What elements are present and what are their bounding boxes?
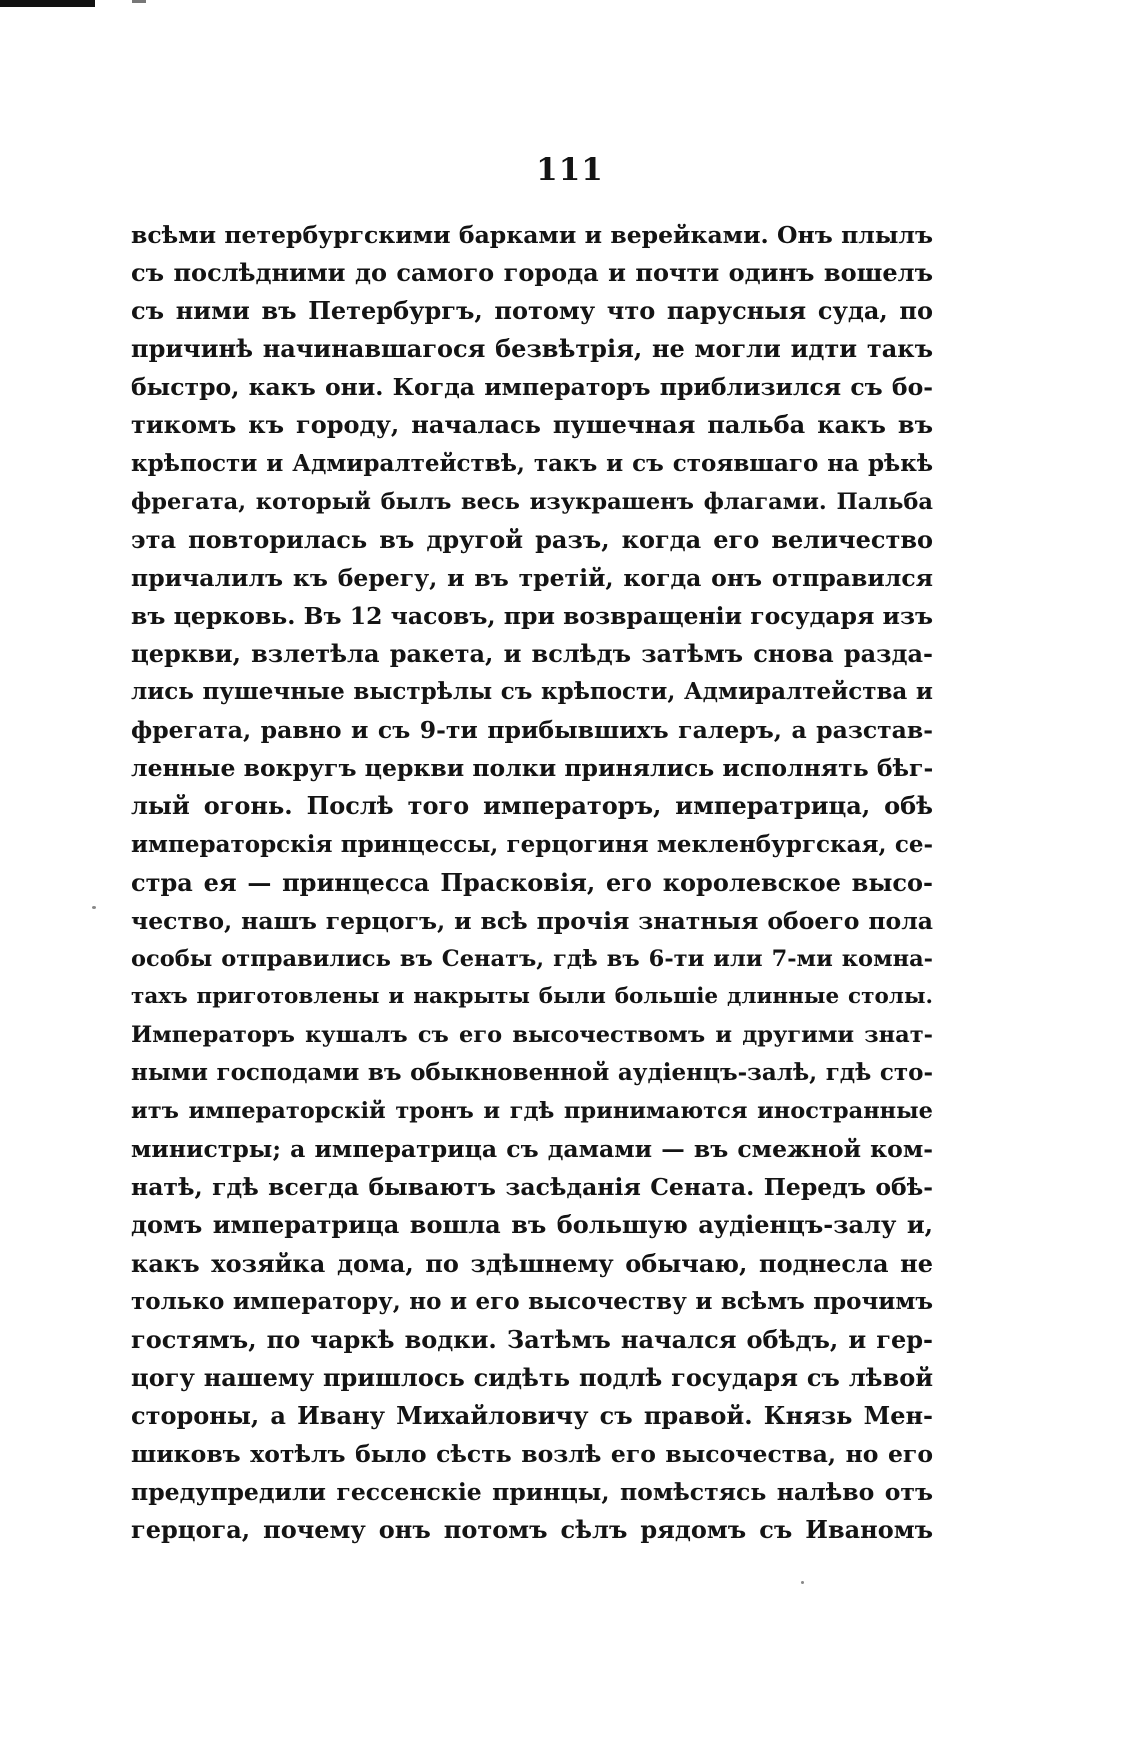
text-line: причинѣ начинавшагося безвѣтрія, не могли идти такъ (131, 334, 933, 364)
text-line: тикомъ къ городу, началась пушечная пальба какъ въ (131, 410, 933, 440)
text-line: предупредили гессенскіе принцы, помѣстясь налѣво отъ (131, 1478, 933, 1507)
text-line: какъ хозяйка дома, по здѣшнему обычаю, поднесла не (131, 1248, 933, 1278)
text-line: стороны, а Ивану Михайловичу съ правой. Князь Мен- (131, 1400, 933, 1430)
text-line: лый огонь. Послѣ того императоръ, императрица, обѣ (131, 791, 933, 821)
scan-speck (801, 1581, 804, 1584)
text-line: стра ея — принцесса Прасковія, его королевское высо- (131, 867, 933, 897)
text-line: съ ними въ Петербургъ, потому что парусныя суда, по (131, 296, 933, 326)
body-text (131, 216, 933, 1549)
text-line: натѣ, гдѣ всегда бываютъ засѣданія Сената. Передъ обѣ- (131, 1173, 933, 1202)
text-line: итъ императорскій тронъ и гдѣ принимаются иностранные (131, 1098, 933, 1125)
text-line: императорскія принцессы, герцогиня мекленбургская, се- (131, 830, 933, 858)
text-line: церкви, взлетѣла ракета, и вслѣдъ затѣмъ снова разда- (131, 639, 933, 669)
scan-edge-mark (0, 0, 95, 7)
text-line: герцога, почему онъ потомъ сѣлъ рядомъ съ Иваномъ (131, 1515, 933, 1545)
text-line: эта повторилась въ другой разъ, когда его величество (131, 524, 933, 554)
scan-speck (92, 906, 96, 909)
text-line: чество, нашъ герцогъ, и всѣ прочія знатныя обоего пола (131, 906, 933, 935)
text-line: быстро, какъ они. Когда императоръ приблизился съ бо- (131, 373, 933, 402)
text-line: гостямъ, по чаркѣ водки. Затѣмъ начался обѣдъ, и гер- (131, 1324, 933, 1354)
text-line: тахъ приготовлены и накрыты были большіе длинные столы. (131, 983, 933, 1009)
text-line: фрегата, который былъ весь изукрашенъ флагами. Пальба (131, 488, 933, 515)
scan-edge-mark-dots (132, 0, 146, 3)
page-number: 111 (536, 152, 604, 188)
text-line: домъ императрица вошла въ большую аудіенцъ-залу и, (131, 1210, 933, 1240)
text-line: министры; а императрица съ дамами — въ смежной ком- (131, 1135, 933, 1164)
text-line: причалилъ къ берегу, и въ третій, когда онъ отправился (131, 563, 933, 592)
text-line: съ послѣдними до самого города и почти одинъ вошелъ (131, 258, 933, 288)
text-line: только императору, но и его высочеству и всѣмъ прочимъ (131, 1287, 933, 1315)
text-line: лись пушечные выстрѣлы съ крѣпости, Адмиралтейства и (131, 678, 933, 706)
text-line: всѣми петербургскими барками и верейками. Онъ плылъ (131, 221, 933, 249)
text-line: въ церковь. Въ 12 часовъ, при возвращеніи государя изъ (131, 601, 933, 630)
text-line: Императоръ кушалъ съ его высочествомъ и другими знат- (131, 1021, 933, 1048)
text-line: особы отправились въ Сенатъ, гдѣ въ 6-ти или 7-ми комна- (131, 945, 933, 972)
text-line: ными господами въ обыкновенной аудіенцъ-залѣ, гдѣ сто- (131, 1059, 933, 1087)
text-line: шиковъ хотѣлъ было сѣсть возлѣ его высочества, но его (131, 1440, 933, 1468)
text-line: крѣпости и Адмиралтействѣ, такъ и съ стоявшаго на рѣкѣ (131, 449, 933, 477)
text-line: фрегата, равно и съ 9-ти прибывшихъ галеръ, а разстав- (131, 716, 933, 745)
text-line: цогу нашему пришлось сидѣть подлѣ государя съ лѣвой (131, 1362, 933, 1392)
text-line: ленные вокругъ церкви полки принялись исполнять бѣг- (131, 754, 934, 783)
